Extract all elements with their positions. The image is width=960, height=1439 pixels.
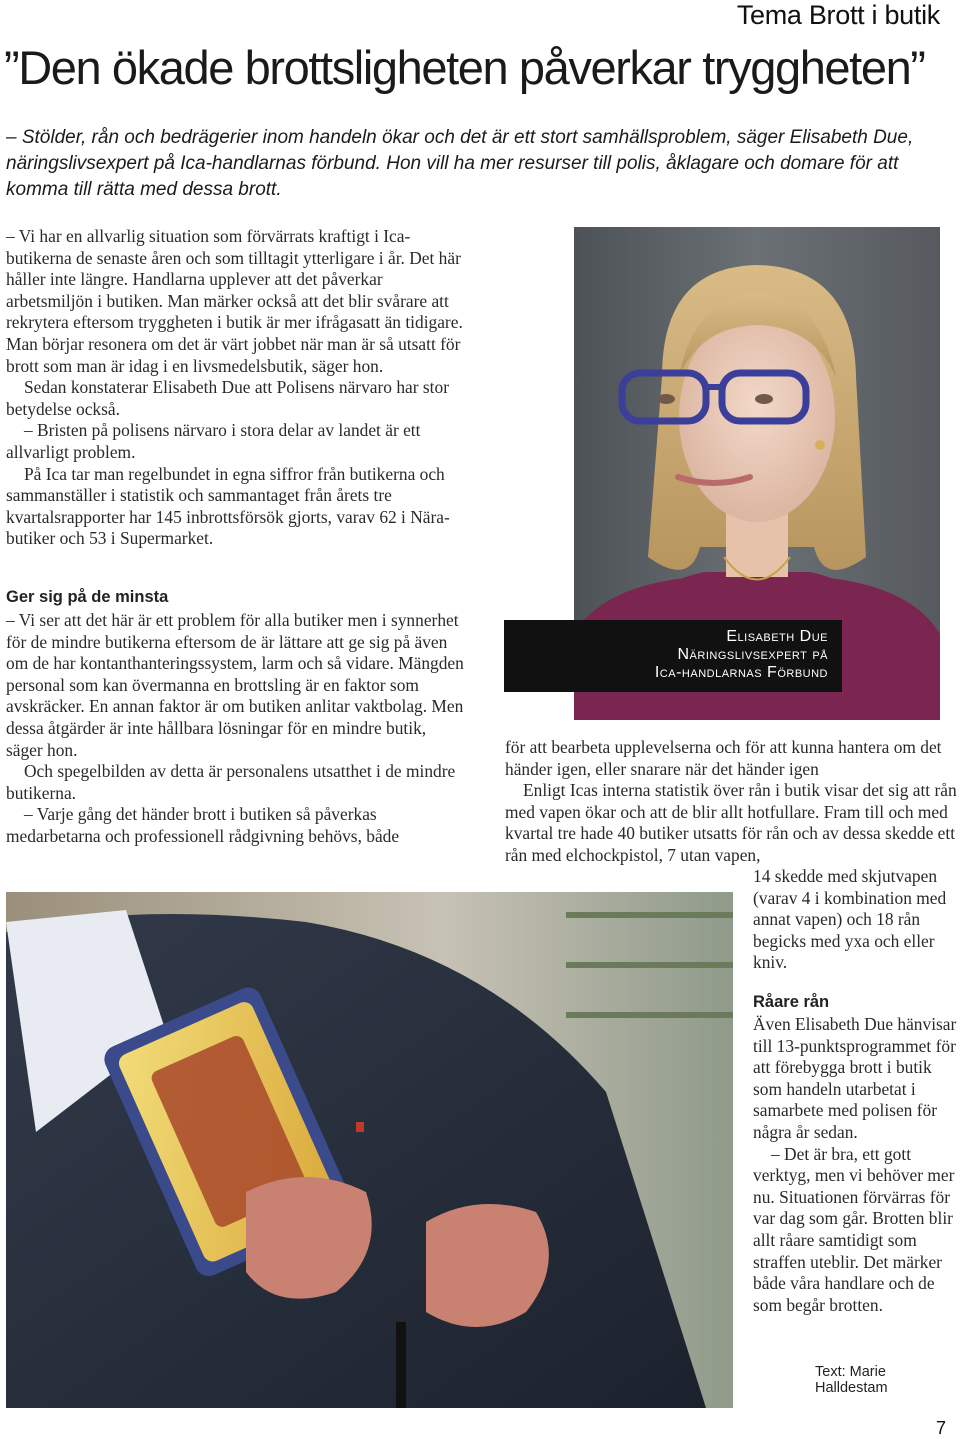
subheading: Ger sig på de minsta bbox=[6, 588, 169, 606]
body-paragraph: Även Elisabeth Due hänvisar till 13-punktsprogrammet för att förebygga brott i butik som handeln utarbetat i samarbete med polisen för några år sedan. bbox=[753, 1014, 957, 1142]
body-paragraph: – Det är bra, ett gott verktyg, men vi behöver mer nu. Situationen förvärras för var dag som går. Brotten blir allt råare samtidigt som straffen uteblir. Det märker både våra handlare och de som begår brotten. bbox=[753, 1143, 955, 1315]
body-column-right-top bbox=[505, 737, 960, 867]
subheading: Råare rån bbox=[753, 993, 830, 1011]
body-paragraph: – Varje gång det händer brott i butiken så påverkas medarbetarna och professionell rådgivning behövs, både bbox=[6, 804, 400, 846]
page-number: 7 bbox=[936, 1418, 947, 1438]
shoplifting-illustration bbox=[6, 892, 733, 1408]
body-column-right-bottom bbox=[753, 1014, 960, 1316]
caption-name: Elisabeth Due bbox=[726, 628, 828, 645]
body-paragraph: Sedan konstaterar Elisabeth Due att Polisens närvaro har stor betydelse också. bbox=[6, 377, 449, 419]
lead-paragraph: – Stölder, rån och bedrägerier inom handeln ökar och det är ett stort samhällsproblem, säger Elisabeth Due, näringslivsexpert på Ica-handlarnas förbund. Hon vill ha mer resurser till polis, åklagare och domare för att komma till rätta med dessa brott. bbox=[6, 127, 914, 200]
headline: ”Den ökade brottsligheten påverkar tryggheten” bbox=[4, 41, 925, 94]
byline: Text: Marie Halldestam bbox=[815, 1364, 888, 1396]
section-label: Tema Brott i butik bbox=[736, 0, 940, 30]
body-column-right-narrow bbox=[753, 866, 959, 974]
body-paragraph: för att bearbeta upplevelserna och för att kunna hantera om det händer igen, eller snarare när det händer igen bbox=[505, 737, 942, 779]
body-paragraph: På Ica tar man regelbundet in egna siffror från butikerna och sammanställer i statistik och sammantaget från årets tre kvartalsrapporter har 145 inbrottsförsök gjorts, varav 62 i Nära-butiker och 53 i Supermarket. bbox=[6, 463, 450, 549]
photo-caption bbox=[504, 620, 842, 692]
caption-organization: Ica-handlarnas Förbund bbox=[654, 664, 828, 681]
shoplifting-photo bbox=[6, 892, 733, 1408]
body-column-top bbox=[6, 226, 464, 550]
body-paragraph: Och spegelbilden av detta är personalens utsatthet i de mindre butikerna. bbox=[6, 761, 456, 803]
body-paragraph: 14 skedde med skjutvapen (varav 4 i kombination med annat vapen) och 18 rån begicks med yxa och eller kniv. bbox=[753, 866, 947, 973]
body-paragraph: – Vi ser att det här är ett problem för alla butiker men i synnerhet för de mindre butikerna eftersom de är lättare att ge sig på även om de har kontanthanteringssystem, larm och så vidare. Mängden personal som kan övermanna en brottsling är en faktor som avskräcker. En annan faktor är om butiken anlitar vaktbolag. Men dessa åtgärder är inte hållbara lösningar för en mindre butik, säger hon. bbox=[6, 610, 464, 760]
caption-title: Näringslivsexpert på bbox=[677, 646, 828, 663]
body-column-middle bbox=[6, 610, 464, 848]
body-paragraph: Enligt Icas interna statistik över rån i butik visar det sig att rån med vapen ökar och att de blir allt hotfullare. Fram till och med kvartal tre hade 40 butiker utsatts för rån och av dessa skedde ett rån med elchockpistol, 7 utan vapen, bbox=[505, 780, 957, 865]
body-paragraph: – Bristen på polisens närvaro i stora delar av landet är ett allvarligt problem. bbox=[6, 420, 421, 462]
body-paragraph: – Vi har en allvarlig situation som förvärrats kraftigt i Ica-butikerna de senaste åren och som tilltagit ytterligare i år. Det här håller inte längre. Handlarna upplever att det påverkar arbetsmiljön i butiken. Man märker också att det blir svårare att rekrytera eftersom tryggheten i butik är mer ifrågasatt än tidigare. Man börjar resonera om det är värt jobbet när man är så utsatt för brott som man är idag i en livsmedelsbutik, säger hon. bbox=[6, 226, 463, 376]
